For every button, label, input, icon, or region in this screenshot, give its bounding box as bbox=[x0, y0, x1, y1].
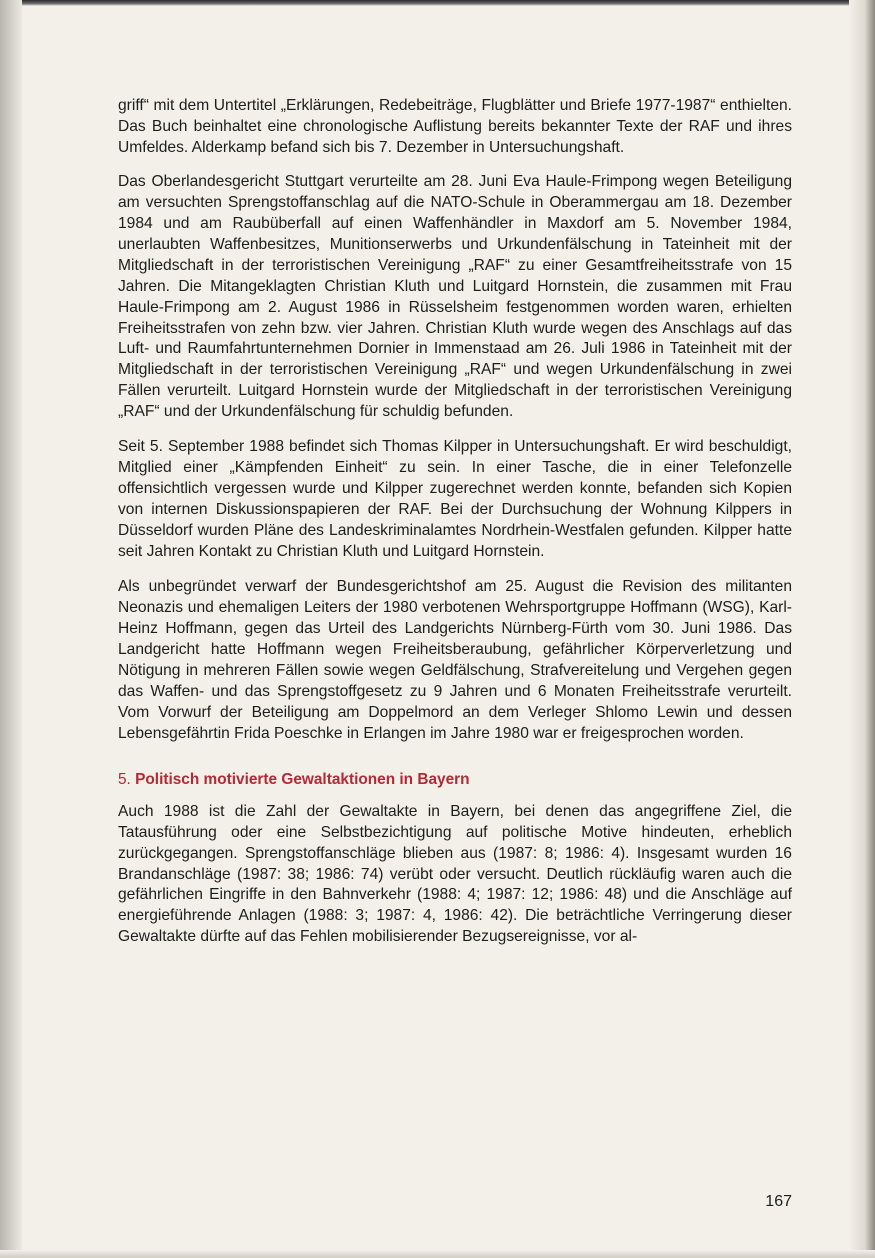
page-left-edge-shadow bbox=[0, 0, 22, 1258]
section-heading bbox=[118, 769, 792, 790]
paragraph-gewaltakte-bayern: Auch 1988 ist die Zahl der Gewaltakte in Bayern, bei denen das angegriffene Ziel, die Tatausführung oder eine Selbstbezichtigung auf politische Motive hindeuten, erheblich zurückgegangen. Sprengstoffanschläge blieben aus (1987: 8; 1986: 4). Insgesamt wurden 16 Brandanschläge (1987: 38; 1986: 74) verübt oder versucht. Deutlich rückläufig waren auch die gefährlichen Eingriffe in den Bahnverkehr (1988: 4; 1987: 12; 1986: 48) und die Anschläge auf energieführende Anlagen (1988: 3; 1987: 4, 1986: 42). Die beträchtliche Verringerung dieser Gewaltakte dürfte auf das Fehlen mobilisierender Bezugsereignisse, vor al- bbox=[118, 802, 792, 946]
body-text bbox=[118, 96, 792, 962]
section-number: 5. bbox=[118, 770, 131, 788]
page-bottom-edge-shadow bbox=[0, 1250, 875, 1258]
paragraph-olg-stuttgart-verdict: Das Oberlandesgericht Stuttgart verurteilte am 28. Juni Eva Haule-Frimpong wegen Beteiligung am versuchten Sprengstoffanschlag auf die NATO-Schule in Oberammergau am 18. Dezember 1984 und am Raubüberfall auf einen Waffenhändler in Maxdorf am 5. November 1984, unerlaubten Waffenbesitzes, Munitionserwerbs und Urkundenfälschung in Tateinheit mit der Mitgliedschaft in der terroristischen Vereinigung „RAF“ zu einer Gesamtfreiheitsstrafe von 15 Jahren. Die Mitangeklagten Christian Kluth und Luitgard Hornstein, die zusammen mit Frau Haule-Frimpong am 2. August 1986 in Rüsselsheim festgenommen worden waren, erhielten Freiheitsstrafen von zehn bzw. vier Jahren. Christian Kluth wurde wegen des Anschlags auf das Luft- und Raumfahrtunternehmen Dornier in Immenstaad am 26. Juli 1986 in Tateinheit mit der Mitgliedschaft in der terroristischen Vereinigung „RAF“ und wegen Urkundenfälschung in zwei Fällen verurteilt. Luitgard Hornstein wurde der Mitgliedschaft in der terroristischen Vereinigung „RAF“ und der Urkundenfälschung für schuldig befunden. bbox=[118, 172, 792, 421]
section-title: Politisch motivierte Gewaltaktionen in Bayern bbox=[135, 770, 470, 788]
page-number: 167 bbox=[765, 1193, 792, 1210]
paragraph-kilpper-custody: Seit 5. September 1988 befindet sich Thomas Kilpper in Untersuchungshaft. Er wird beschuldigt, Mitglied einer „Kämpfenden Einheit“ zu sein. In einer Tasche, die in einer Telefonzelle offensichtlich vergessen wurde und Kilpper zugerechnet werden konnte, befanden sich Kopien von internen Diskussionspapieren der RAF. Bei der Durchsuchung der Wohnung Kilppers in Düsseldorf wurden Pläne des Landeskriminalamtes Nordrhein-Westfalen gefunden. Kilpper hatte seit Jahren Kontakt zu Christian Kluth und Luitgard Hornstein. bbox=[118, 438, 792, 561]
page-top-edge-shadow bbox=[0, 0, 875, 6]
paragraph-raf-book: griff“ mit dem Untertitel „Erklärungen, Redebeiträge, Flugblätter und Briefe 1977-1987“ enthielten. Das Buch beinhaltet eine chronologische Auflistung bereits bekannter Texte der RAF und ihres Umfeldes. Alderkamp befand sich bis 7. Dezember in Untersuchungshaft. bbox=[118, 97, 792, 156]
page-right-edge-shadow bbox=[849, 0, 875, 1258]
paragraph-hoffmann-revision: Als unbegründet verwarf der Bundesgerichtshof am 25. August die Revision des militanten Neonazis und ehemaligen Leiters der 1980 verbotenen Wehrsportgruppe Hoffmann (WSG), Karl-Heinz Hoffmann, gegen das Urteil des Landgerichts Nürnberg-Fürth vom 30. Juni 1986. Das Landgericht hatte Hoffmann wegen Freiheitsberaubung, gefährlicher Körperverletzung und Nötigung in mehreren Fällen sowie wegen Geldfälschung, Strafvereitelung und Vergehen gegen das Waffen- und das Sprengstoffgesetz zu 9 Jahren und 6 Monaten Freiheitsstrafe verurteilt. Vom Vorwurf der Beteiligung am Doppelmord an dem Verleger Shlomo Lewin und dessen Lebensgefährtin Frida Poeschke in Erlangen im Jahre 1980 war er freigesprochen worden. bbox=[118, 578, 792, 742]
